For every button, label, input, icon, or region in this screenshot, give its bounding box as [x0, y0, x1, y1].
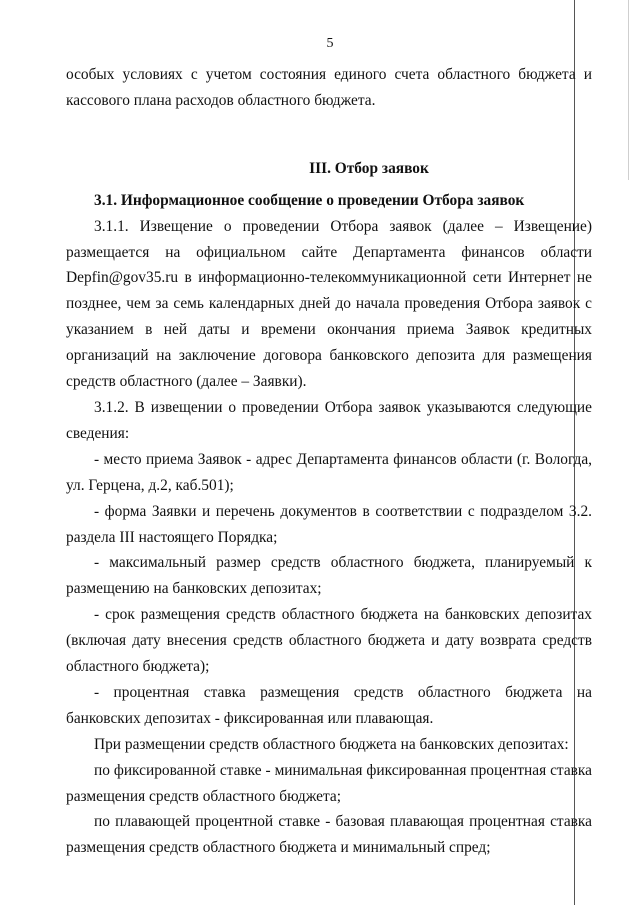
list-item: - максимальный размер средств областного бюджета, планируемый к размещению на банковских депозитах; — [66, 554, 592, 598]
floating-rate-paragraph: по плавающей процентной ставке - базовая плавающая процентная ставка размещения средств областного бюджета и минимальный спред; — [66, 813, 592, 857]
spacer — [66, 114, 592, 140]
scan-edge-line-faint — [628, 0, 629, 180]
paragraph-3-1-1: 3.1.1. Извещение о проведении Отбора заявок (далее – Извещение) размещается на официальном сайте Департамента финансов области Depfin@gov35.ru в информационно-телекоммуникационной сети Интернет не позднее, чем за семь календарных дней до начала проведения Отбора заявок с указанием в ней даты и времени окончания приема Заявок кредитных организаций на заключение договора банковского депозита для размещения средств областного (далее – Заявки). — [66, 217, 592, 391]
fixed-rate-paragraph: по фиксированной ставке - минимальная фиксированная процентная ставка размещения средств областного бюджета; — [66, 761, 592, 805]
document-body — [66, 62, 592, 861]
list-item: - процентная ставка размещения средств областного бюджета на банковских депозитах - фиксированная или плавающая. — [66, 683, 592, 727]
list-item: - место приема Заявок - адрес Департамента финансов области (г. Вологда, ул. Герцена, д.2, каб.501); — [66, 450, 592, 494]
subsection-heading: 3.1. Информационное сообщение о проведении Отбора заявок — [94, 191, 525, 209]
intro-paragraph: особых условиях с учетом состояния единого счета областного бюджета и кассового плана расходов областного бюджета. — [66, 66, 592, 109]
placement-intro: При размещении средств областного бюджета на банковских депозитах: — [94, 735, 569, 753]
section-heading: III. Отбор заявок — [309, 159, 429, 177]
list-item: - срок размещения средств областного бюджета на банковских депозитах (включая дату внесения средств областного бюджета и дату возврата средств областного бюджета); — [66, 606, 592, 676]
list-item: - форма Заявки и перечень документов в соответствии с подразделом 3.2. раздела III настоящего Порядка; — [66, 502, 592, 546]
paragraph-3-1-2: 3.1.2. В извещении о проведении Отбора заявок указываются следующие сведения: — [66, 398, 592, 442]
page-number: 5 — [326, 36, 334, 51]
